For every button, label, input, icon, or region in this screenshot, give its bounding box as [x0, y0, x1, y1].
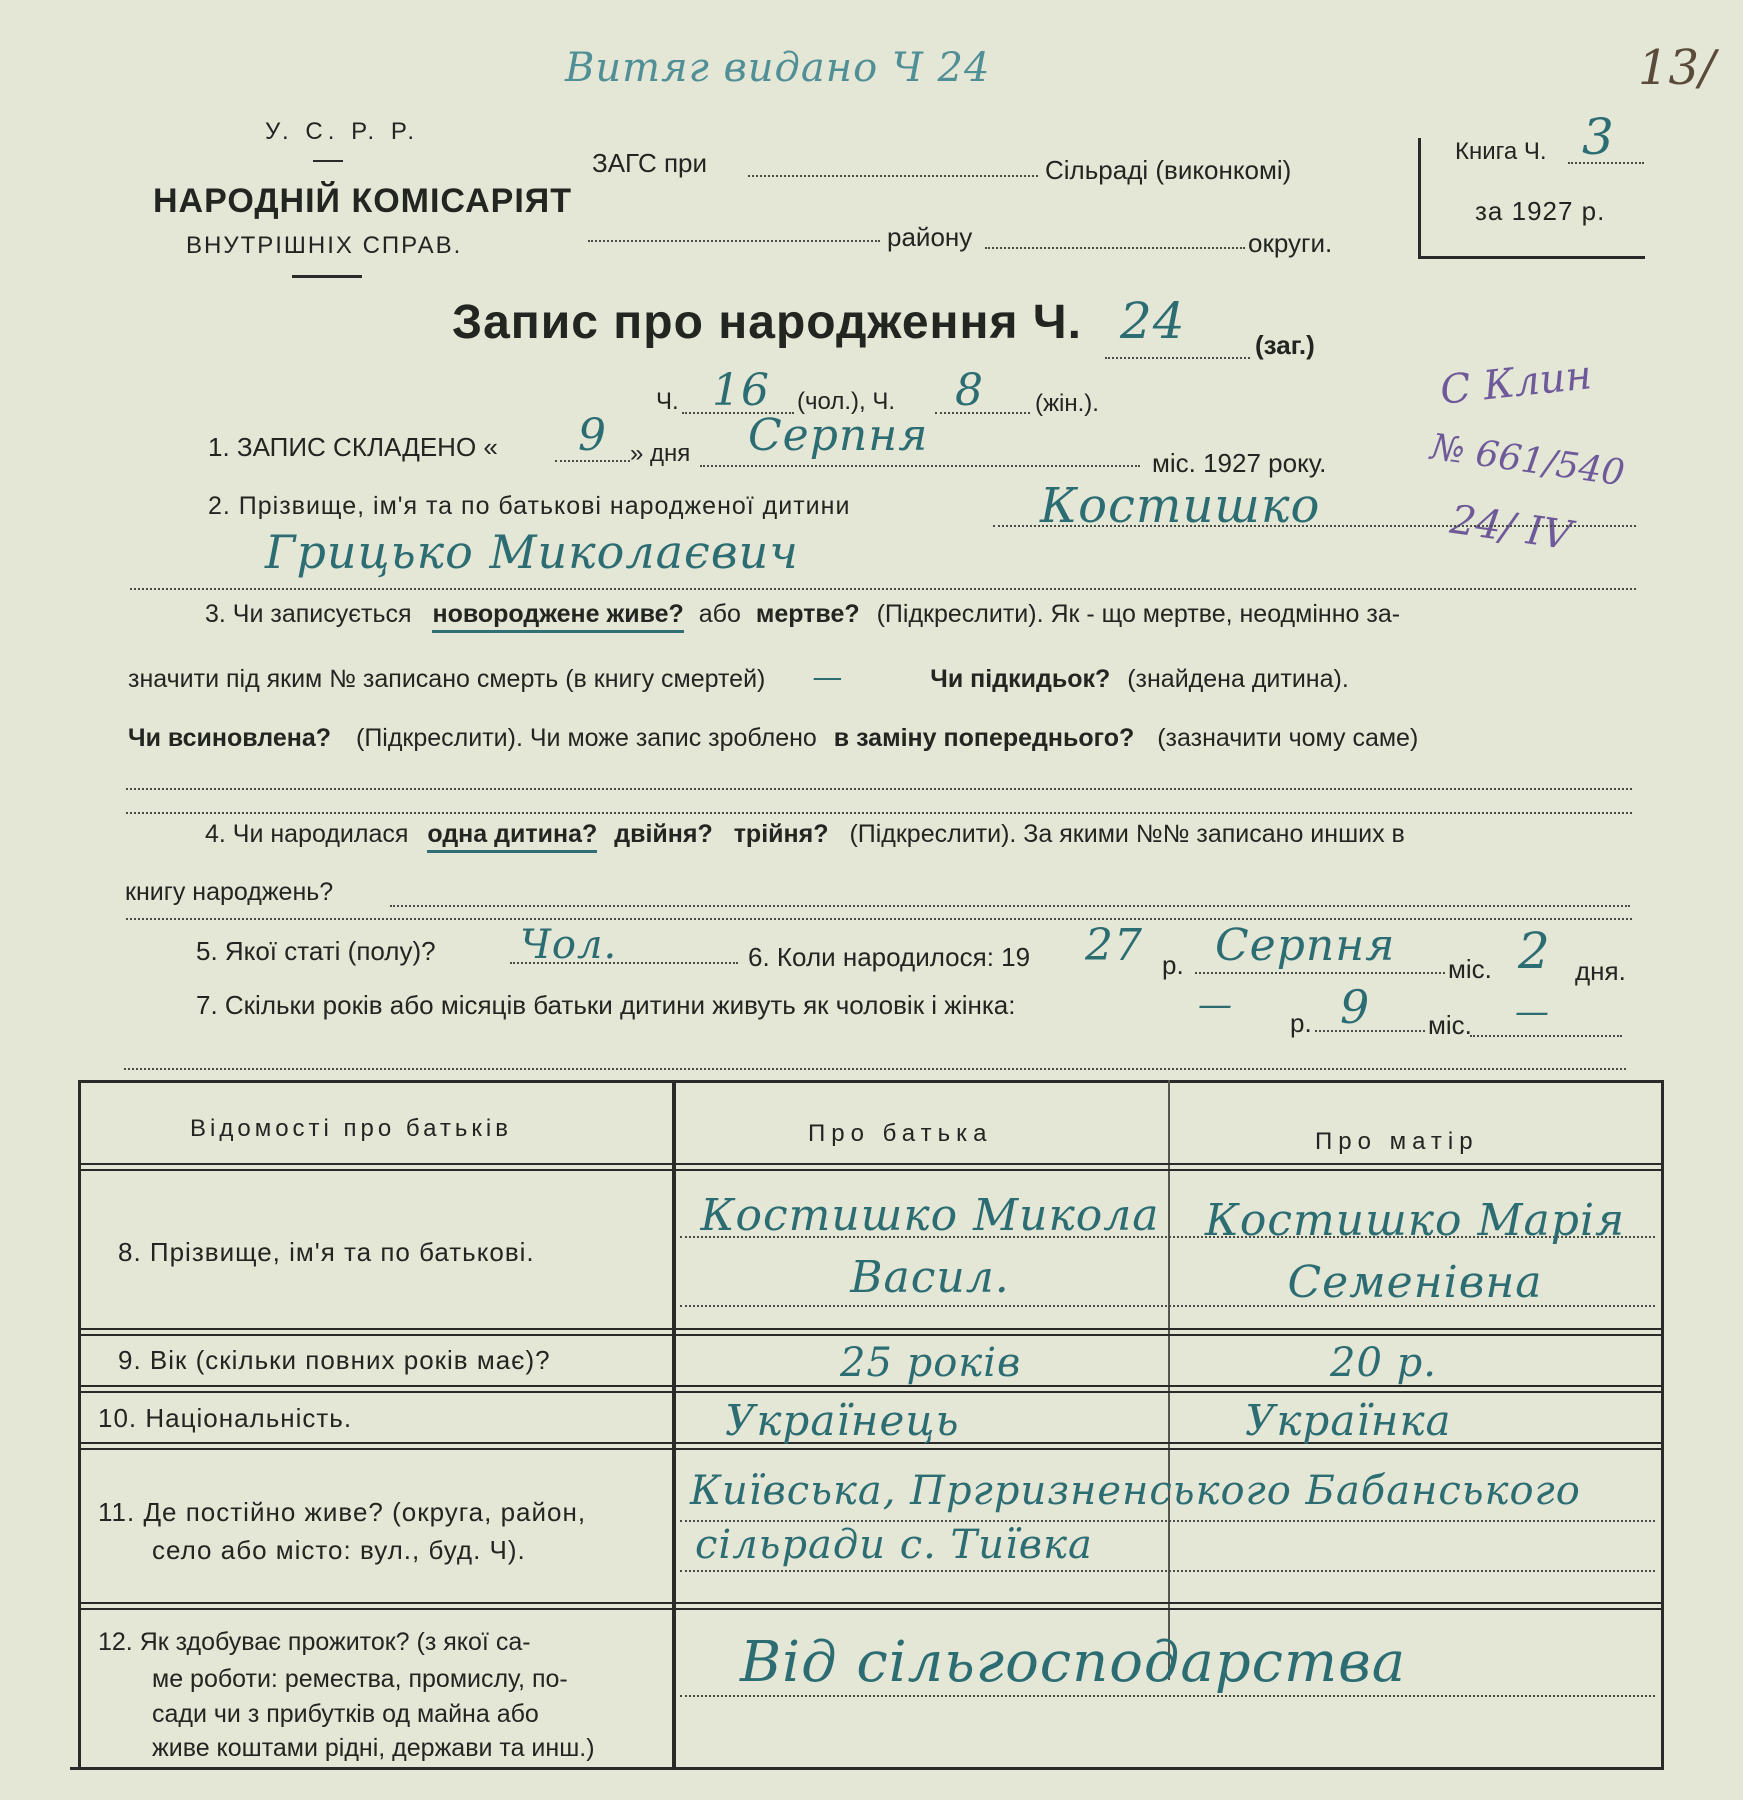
field-7-end: — [1515, 992, 1550, 1032]
father-age: 25 років [840, 1340, 1022, 1386]
child-name: Грицько Миколаєвич [265, 525, 799, 579]
record-title: Запис про народження Ч. [452, 296, 1082, 349]
field-3-line3-mid: (Підкреслити). Чи може запис зроблено [356, 724, 817, 752]
okruha-label: округи. [1248, 228, 1333, 258]
field-3-rest: (Підкреслити). Як - що мертве, неодмінно за- [876, 600, 1401, 628]
row-9-label: 9. Вік (скільки повних років має)? [118, 1345, 551, 1375]
field-3-dead: мертве? [755, 600, 860, 628]
field-4-line2: книгу народжень? [125, 878, 334, 906]
row-12-label-1: 12. Як здобуває прожиток? (з якої са- [98, 1628, 531, 1656]
field-3-line2: значити під яким № записано смерть (в книгу смертей) [128, 665, 766, 693]
field-7-months: 9 [1340, 980, 1371, 1034]
record-number: 24 [1120, 292, 1186, 350]
field-6-r: р. [1162, 950, 1184, 980]
field-6-mis: міс. [1448, 954, 1492, 984]
female-count: 8 [955, 365, 984, 416]
mother-age: 20 р. [1330, 1340, 1437, 1386]
livelihood: Від сільгосподарства [740, 1630, 1407, 1695]
table-header-mother: Про матір [1315, 1128, 1479, 1155]
silrada-label: Сільраді (виконкомі) [1045, 155, 1292, 185]
field-1-end: міс. 1927 року. [1152, 448, 1327, 478]
residence-line-2: сільради с. Тиївка [695, 1522, 1093, 1568]
field-7-r: р. [1290, 1008, 1312, 1038]
field-6-label: 6. Коли народилося: 19 [748, 942, 1031, 972]
total-label: (заг.) [1255, 330, 1315, 360]
field-4-one: одна дитина? [427, 820, 597, 853]
male-label: (чол.), Ч. [797, 388, 895, 415]
zags-label: ЗАГС при [592, 148, 708, 178]
field-6-dnya: дня. [1575, 956, 1626, 986]
ch-label: Ч. [656, 388, 679, 415]
field-3-alive: новороджене живе? [432, 600, 683, 633]
row-10-label: 10. Національність. [98, 1403, 353, 1433]
father-full-name: Костишко Микола Васил. [700, 1190, 1160, 1303]
row-12-label-2: ме роботи: ремества, промислу, по- [152, 1665, 568, 1693]
ussr-label: У. С. Р. Р. [265, 118, 420, 145]
row-8-label: 8. Прізвище, ім'я та по батькові. [118, 1237, 535, 1267]
male-count: 16 [712, 365, 770, 416]
margin-note-1: С Клин [1438, 352, 1594, 414]
field-4-intro: 4. Чи народилася [205, 820, 409, 848]
book-number: 3 [1582, 108, 1615, 166]
commissariat-label: НАРОДНІЙ КОМІСАРІЯТ [153, 182, 572, 220]
margin-note-3: 24/ IV [1447, 496, 1575, 560]
field-2-label: 2. Прізвище, ім'я та по батькові народженої дитини [208, 492, 851, 520]
field-3-or: або [698, 600, 741, 628]
field-6-year: 27 [1085, 920, 1143, 971]
child-surname: Костишко [1040, 478, 1321, 534]
top-note: Витяг видано Ч 24 [565, 45, 991, 91]
field-7-label: 7. Скільки років або місяців батьки дитини живуть як чоловік і жінка: [196, 990, 1016, 1020]
field-3-found: Чи підкидьок? [930, 665, 1111, 693]
field-7-years: — [1198, 985, 1233, 1025]
field-3-adopted: Чи всиновлена? [128, 724, 332, 752]
field-6-day: 2 [1518, 922, 1551, 980]
mother-nationality: Українка [1245, 1396, 1452, 1445]
internal-affairs-label: ВНУТРІШНІХ СПРАВ. [186, 232, 463, 259]
field-4-triplets: трійня? [733, 820, 829, 848]
field-3-found-rest: (знайдена дитина). [1127, 665, 1349, 693]
residence-line-1: Київська, Пргризненського Бабанського [690, 1468, 1581, 1514]
field-1-day: 9 [578, 410, 607, 461]
header-rule [313, 160, 343, 162]
margin-note-2: № 661/540 [1428, 426, 1627, 495]
field-3-replace: в заміну попереднього? [833, 724, 1135, 752]
field-4-rest: (Підкреслити). За якими №№ записано инших в [849, 820, 1405, 848]
field-6-month: Серпня [1215, 920, 1396, 971]
row-12-label-4: живе коштами рідні, держави та инш.) [152, 1734, 595, 1762]
book-label: Книга Ч. [1455, 138, 1547, 165]
field-3-intro: 3. Чи записується [205, 600, 412, 628]
row-11-label-1: 11. Де постійно живе? (округа, район, [98, 1497, 587, 1527]
table-header-father: Про батька [808, 1120, 993, 1147]
field-5-label: 5. Якої статі (полу)? [196, 936, 436, 966]
field-1-label: 1. ЗАПИС СКЛАДЕНО « [208, 432, 498, 462]
table-header-info: Відомості про батьків [190, 1115, 512, 1142]
female-label: (жін.). [1035, 390, 1099, 417]
header-rule-2 [292, 275, 362, 278]
field-1-mid: » дня [630, 440, 691, 467]
field-7-mis: міс. [1428, 1010, 1472, 1040]
field-5-value: Чол. [520, 922, 618, 968]
year-label: за 1927 р. [1475, 196, 1606, 226]
field-4-twins: двійня? [614, 820, 713, 848]
rayon-label: району [887, 222, 973, 252]
field-3-dash: — [812, 660, 844, 695]
field-1-month: Серпня [748, 410, 929, 461]
row-12-label-3: сади чи з прибутків од майна або [152, 1700, 539, 1728]
row-11-label-2: село або місто: вул., буд. Ч). [152, 1535, 526, 1565]
corner-number: 13/ [1638, 40, 1716, 96]
mother-full-name: Костишко Марія Семенівна [1204, 1195, 1626, 1308]
father-nationality: Українець [725, 1396, 960, 1445]
field-3-line3-end: (зазначити чому саме) [1157, 724, 1419, 752]
